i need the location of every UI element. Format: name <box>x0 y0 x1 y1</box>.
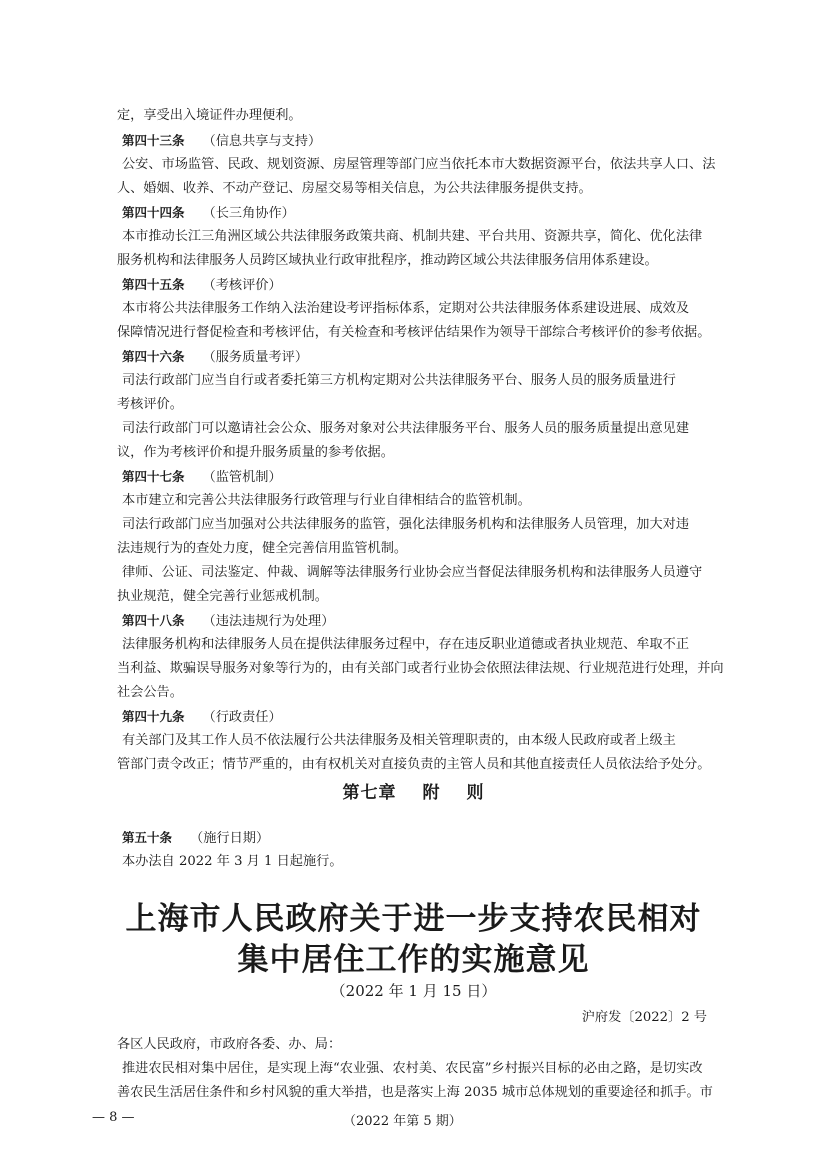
article-heading-43 <box>122 129 321 154</box>
article-title: （信息共享与支持） <box>202 134 322 149</box>
text-line: 律师、公证、司法鉴定、仲裁、调解等法律服务行业协会应当督促法律服务机构和法律服务人员遵守 <box>122 565 703 580</box>
text-line: 司法行政部门应当加强对公共法律服务的监管，强化法律服务机构和法律服务人员管理，加大对违 <box>122 517 690 532</box>
issue-label: （2022 年第 5 期） <box>343 1114 462 1129</box>
article-heading-46 <box>122 345 308 370</box>
document-number: 沪府发〔2022〕2 号 <box>581 1010 707 1025</box>
chapter-title-char: 则 <box>466 783 485 803</box>
article-title: （长三角协作） <box>202 206 295 221</box>
text-line: 本办法自 2022 年 3 月 1 日起施行。 <box>122 854 343 869</box>
article-number: 第四十八条 <box>122 613 185 628</box>
text-line: 定，享受出入境证件办理便利。 <box>117 108 302 123</box>
article-number: 第五十条 <box>122 830 173 845</box>
text-line: 保障情况进行督促检查和考核评估，有关检查和考核评估结果作为领导干部综合考核评价的参考依据。 <box>117 325 711 340</box>
article-title: （违法违规行为处理） <box>202 614 335 629</box>
text-line: 本市推动长江三角洲区域公共法律服务政策共商、机制共建、平台共用、资源共享，简化、优化法律 <box>122 229 703 244</box>
article-title: （行政责任） <box>202 710 282 725</box>
text-line: 司法行政部门应当自行或者委托第三方机构定期对公共法律服务平台、服务人员的服务质量进行 <box>122 373 676 388</box>
text-line: 议，作为考核评价和提升服务质量的参考依据。 <box>117 445 394 460</box>
text-line: 人、婚姻、收养、不动产登记、房屋交易等相关信息，为公共法律服务提供支持。 <box>117 181 592 196</box>
text-line: 服务机构和法律服务人员跨区域执业行政审批程序，推动跨区域公共法律服务信用体系建设。 <box>117 253 658 268</box>
text-line: 法律服务机构和法律服务人员在提供法律服务过程中，存在违反职业道德或者执业规范、牟取不正 <box>122 637 690 652</box>
text-line: 执业规范，健全完善行业惩戒机制。 <box>117 589 328 604</box>
article-heading-45 <box>122 273 282 298</box>
article-title: （监管机制） <box>202 470 282 485</box>
document-date: （2022 年 1 月 15 日） <box>330 982 497 1000</box>
text-line: 考核评价。 <box>117 397 183 412</box>
text-line: 管部门责令改正；情节严重的，由有权机关对直接负责的主管人员和其他直接责任人员依法给予处分。 <box>117 757 711 772</box>
chapter-title-char: 附 <box>422 783 441 803</box>
article-heading-47 <box>122 465 282 490</box>
article-title: （施行日期） <box>190 831 270 846</box>
text-line: 公安、市场监管、民政、规划资源、房屋管理等部门应当依托本市大数据资源平台，依法共享人口、法 <box>122 157 716 172</box>
article-title: （考核评价） <box>202 278 282 293</box>
text-line: 善农民生活居住条件和乡村风貌的重大举措，也是落实上海 2035 城市总体规划的重要途径和抓手。市 <box>117 1085 713 1100</box>
text-line: 当利益、欺骗误导服务对象等行为的，由有关部门或者行业协会依照法律法规、行业规范进行处理，并向 <box>117 661 724 676</box>
chapter-number: 第七章 <box>342 783 397 803</box>
article-title: （服务质量考评） <box>202 350 309 365</box>
article-number: 第四十六条 <box>122 349 185 364</box>
document-title-line2: 集中居住工作的实施意见 <box>237 942 590 978</box>
article-heading-44 <box>122 201 295 226</box>
article-heading-49 <box>122 705 282 730</box>
text-line: 本市将公共法律服务工作纳入法治建设考评指标体系，定期对公共法律服务体系建设进展、成效及 <box>122 301 690 316</box>
document-title-line1: 上海市人民政府关于进一步支持农民相对 <box>125 901 702 937</box>
text-line: 有关部门及其工作人员不依法履行公共法律服务及相关管理职责的，由本级人民政府或者上级主 <box>122 733 676 748</box>
text-line: 法违规行为的查处力度，健全完善信用监管机制。 <box>117 541 408 556</box>
article-number: 第四十五条 <box>122 277 185 292</box>
article-heading-50 <box>122 826 269 851</box>
chapter-heading <box>0 781 827 805</box>
article-heading-48 <box>122 609 334 634</box>
article-number: 第四十三条 <box>122 133 185 148</box>
page-number: — 8 — <box>92 1110 135 1125</box>
article-number: 第四十九条 <box>122 709 185 724</box>
text-line: 社会公告。 <box>117 685 183 700</box>
article-number: 第四十七条 <box>122 469 185 484</box>
article-number: 第四十四条 <box>122 205 185 220</box>
text-line: 推进农民相对集中居住，是实现上海“农业强、农村美、农民富”乡村振兴目标的必由之路，是切实改 <box>122 1061 703 1076</box>
text-line: 司法行政部门可以邀请社会公众、服务对象对公共法律服务平台、服务人员的服务质量提出意见建 <box>122 421 690 436</box>
text-line: 本市建立和完善公共法律服务行政管理与行业自律相结合的监管机制。 <box>122 493 531 508</box>
addressee: 各区人民政府，市政府各委、办、局： <box>117 1037 342 1052</box>
